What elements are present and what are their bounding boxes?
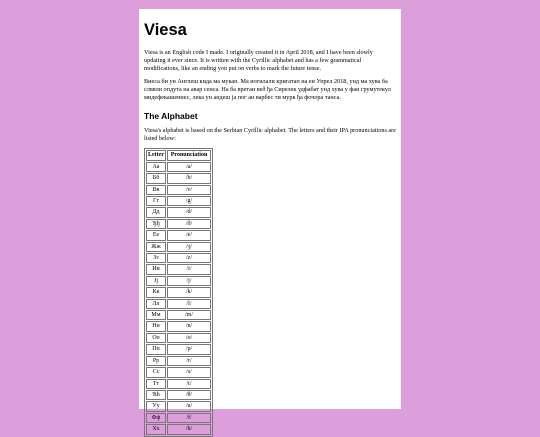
pronunciation-cell: /s/ xyxy=(167,367,211,377)
pronunciation-cell: /ʒ/ xyxy=(167,242,211,252)
table-row xyxy=(146,173,211,183)
pronunciation-cell: /k/ xyxy=(167,287,211,297)
pronunciation-cell: /d/ xyxy=(167,207,211,217)
table-row xyxy=(146,242,211,252)
letter-cell: Вв xyxy=(146,185,166,195)
table-row xyxy=(146,379,211,389)
letter-cell: Нн xyxy=(146,321,166,331)
column-header-pronunciation: Pronunciation xyxy=(167,150,211,160)
letter-cell: Бб xyxy=(146,173,166,183)
column-header-letter: Letter xyxy=(146,150,166,160)
table-row xyxy=(146,185,211,195)
pronunciation-cell: /ð/ xyxy=(167,219,211,229)
table-row xyxy=(146,390,211,400)
letter-cell: Ђђ xyxy=(146,219,166,229)
pronunciation-cell: /p/ xyxy=(167,344,211,354)
table-row xyxy=(146,333,211,343)
table-header-row xyxy=(146,150,211,160)
pronunciation-cell: /j/ xyxy=(167,276,211,286)
letter-cell: Гг xyxy=(146,196,166,206)
letter-cell: Фф xyxy=(146,413,166,423)
pronunciation-cell: /v/ xyxy=(167,185,211,195)
pronunciation-cell: /θ/ xyxy=(167,390,211,400)
pronunciation-cell: /l/ xyxy=(167,299,211,309)
pronunciation-cell: /z/ xyxy=(167,253,211,263)
letter-cell: Аа xyxy=(146,162,166,172)
letter-cell: Рр xyxy=(146,356,166,366)
alphabet-table-body xyxy=(146,162,211,435)
pronunciation-cell: /i/ xyxy=(167,264,211,274)
table-row xyxy=(146,207,211,217)
alphabet-heading: The Alphabet xyxy=(144,110,198,121)
table-row xyxy=(146,162,211,172)
table-row xyxy=(146,219,211,229)
letter-cell: Кк xyxy=(146,287,166,297)
table-row xyxy=(146,413,211,423)
pronunciation-cell: /u/ xyxy=(167,401,211,411)
table-row xyxy=(146,196,211,206)
pronunciation-cell: /e/ xyxy=(167,230,211,240)
letter-cell: Пп xyxy=(146,344,166,354)
letter-cell: Ее xyxy=(146,230,166,240)
page-title: Viesa xyxy=(144,21,187,39)
letter-cell: Мм xyxy=(146,310,166,320)
pronunciation-cell: /n/ xyxy=(167,321,211,331)
pronunciation-cell: /a/ xyxy=(167,162,211,172)
table-row xyxy=(146,424,211,434)
letter-cell: Дд xyxy=(146,207,166,217)
table-row xyxy=(146,264,211,274)
letter-cell: Лл xyxy=(146,299,166,309)
letter-cell: Жж xyxy=(146,242,166,252)
letter-cell: Јј xyxy=(146,276,166,286)
pronunciation-cell: /f/ xyxy=(167,413,211,423)
intro-viesa-paragraph: Виеса би ун Англеш кида ма мукап. Ма иогилали кригатап на ен Упрел 2018, унд ма хува ба слввли опдута на авар сенса. На ба вретан веð ђа Сирелек удфабат унд хува у фан грумутекул мидефекашеннес, лека ун андеш ја пог ан варбес ти мурк ђа фочора танса. xyxy=(144,78,391,101)
letter-cell: Оо xyxy=(146,333,166,343)
letter-cell: Тт xyxy=(146,379,166,389)
document-page xyxy=(139,9,401,433)
table-row xyxy=(146,321,211,331)
table-row xyxy=(146,276,211,286)
pronunciation-cell: /o/ xyxy=(167,333,211,343)
table-row xyxy=(146,344,211,354)
pronunciation-cell: /b/ xyxy=(167,173,211,183)
table-row xyxy=(146,253,211,263)
pronunciation-cell: /r/ xyxy=(167,356,211,366)
letter-cell: Уу xyxy=(146,401,166,411)
table-row xyxy=(146,367,211,377)
alphabet-intro-paragraph: Viesa's alphabet is based on the Serbian Cyrillic alphabet. The letters and their IPA pronunciations are listed below: xyxy=(144,126,396,142)
intro-english-paragraph: Viesa is an English code I made. I originally created it in April 2018, and I have been slowly updating it ever since. It is written with the Cyrillic alphabet and has a few grammatical modifications, like an ending you put on verbs to mark the future tense. xyxy=(144,49,373,72)
table-row xyxy=(146,310,211,320)
letter-cell: Зз xyxy=(146,253,166,263)
letter-cell: Ћћ xyxy=(146,390,166,400)
letter-cell: Хх xyxy=(146,424,166,434)
pronunciation-cell: /g/ xyxy=(167,196,211,206)
table-row xyxy=(146,287,211,297)
table-row xyxy=(146,230,211,240)
letter-cell: Ии xyxy=(146,264,166,274)
pronunciation-cell: /h/ xyxy=(167,424,211,434)
alphabet-table xyxy=(144,148,213,436)
table-row xyxy=(146,356,211,366)
pronunciation-cell: /t/ xyxy=(167,379,211,389)
table-row xyxy=(146,401,211,411)
letter-cell: Сс xyxy=(146,367,166,377)
pronunciation-cell: /m/ xyxy=(167,310,211,320)
table-row xyxy=(146,299,211,309)
